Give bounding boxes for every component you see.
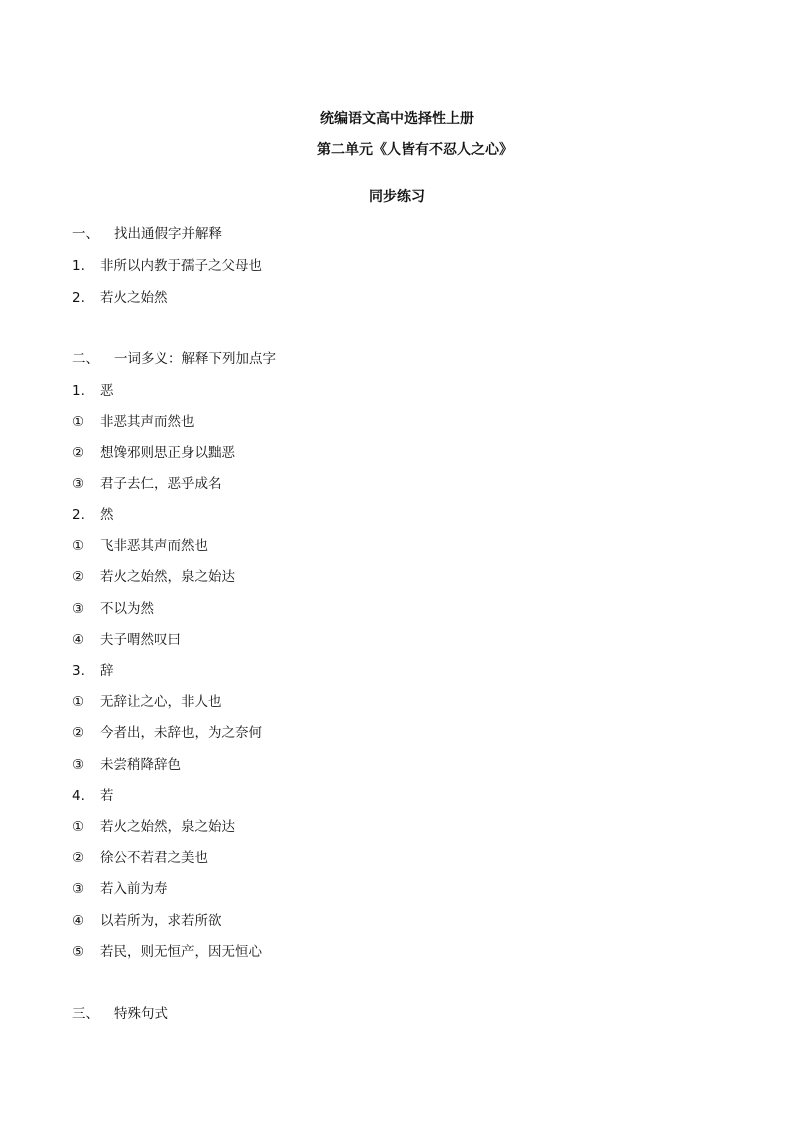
list-item [72,940,262,960]
word-heading [72,503,114,523]
item-text: 若火之始然 [100,290,168,306]
word-text: 若 [100,788,114,804]
item-marker: ① [72,819,85,835]
item-text: 若民，则无恒产，因无恒心 [100,944,262,960]
item-marker: ① [72,694,85,710]
item-marker: ② [72,569,85,585]
item-number: 1. [72,258,85,274]
word-heading [72,379,114,399]
item-text: 非所以内教于孺子之父母也 [100,258,262,274]
exercise-title: 同步练习 [369,189,425,205]
item-text: 徐公不若君之美也 [100,850,208,866]
list-item [72,846,208,866]
list-item [72,534,208,554]
list-item [72,628,181,648]
item-number: 2. [72,507,85,523]
word-text: 然 [100,507,114,523]
item-text: 若火之始然，泉之始达 [100,569,235,585]
list-item [72,286,168,306]
item-marker: ④ [72,632,85,648]
list-item [72,597,154,617]
list-item [72,815,235,835]
item-marker: ③ [72,881,85,897]
item-marker: ② [72,850,85,866]
item-number: 3. [72,663,85,679]
list-item [72,909,222,929]
item-marker: ① [72,414,85,430]
item-text: 君子去仁，恶乎成名 [100,476,222,492]
item-text: 以若所为，求若所欲 [100,913,222,929]
list-item [72,721,262,741]
list-item [72,441,235,461]
list-item [72,753,181,773]
section-heading-text: 找出通假字并解释 [114,226,222,242]
item-text: 不以为然 [100,601,154,617]
item-text: 无辞让之心，非人也 [100,694,222,710]
word-heading [72,659,114,679]
item-marker: ③ [72,601,85,617]
document-title: 统编语文高中选择性上册 [320,111,474,127]
word-text: 恶 [100,383,114,399]
list-item [72,472,222,492]
item-marker: ① [72,538,85,554]
item-marker: ④ [72,913,85,929]
item-number: 1. [72,383,85,399]
word-heading [72,784,114,804]
list-item [72,254,262,274]
section-marker: 三、 [72,1006,99,1022]
item-text: 未尝稍降辞色 [100,757,181,773]
list-item [72,877,168,897]
item-number: 4. [72,788,85,804]
section-marker: 一、 [72,226,99,242]
item-text: 若火之始然，泉之始达 [100,819,235,835]
item-text: 夫子喟然叹曰 [100,632,181,648]
section-heading-2 [72,347,276,367]
item-marker: ③ [72,476,85,492]
list-item [72,565,235,585]
section-heading-1 [72,222,222,242]
item-marker: ② [72,725,85,741]
word-text: 辞 [100,663,114,679]
list-item [72,690,222,710]
section-heading-3 [72,1002,168,1022]
item-marker: ② [72,445,85,461]
section-heading-text: 特殊句式 [114,1006,168,1022]
item-text: 非恶其声而然也 [100,414,195,430]
item-text: 若入前为寿 [100,881,168,897]
item-marker: ⑤ [72,944,85,960]
item-text: 今者出，未辞也，为之奈何 [100,725,262,741]
item-text: 想馋邪则思正身以黜恶 [100,445,235,461]
document-subtitle: 第二单元《人皆有不忍人之心》 [317,142,513,158]
item-text: 飞非恶其声而然也 [100,538,208,554]
section-heading-text: 一词多义：解释下列加点字 [114,351,276,367]
section-marker: 二、 [72,351,99,367]
list-item [72,410,195,430]
item-number: 2. [72,290,85,306]
item-marker: ③ [72,757,85,773]
